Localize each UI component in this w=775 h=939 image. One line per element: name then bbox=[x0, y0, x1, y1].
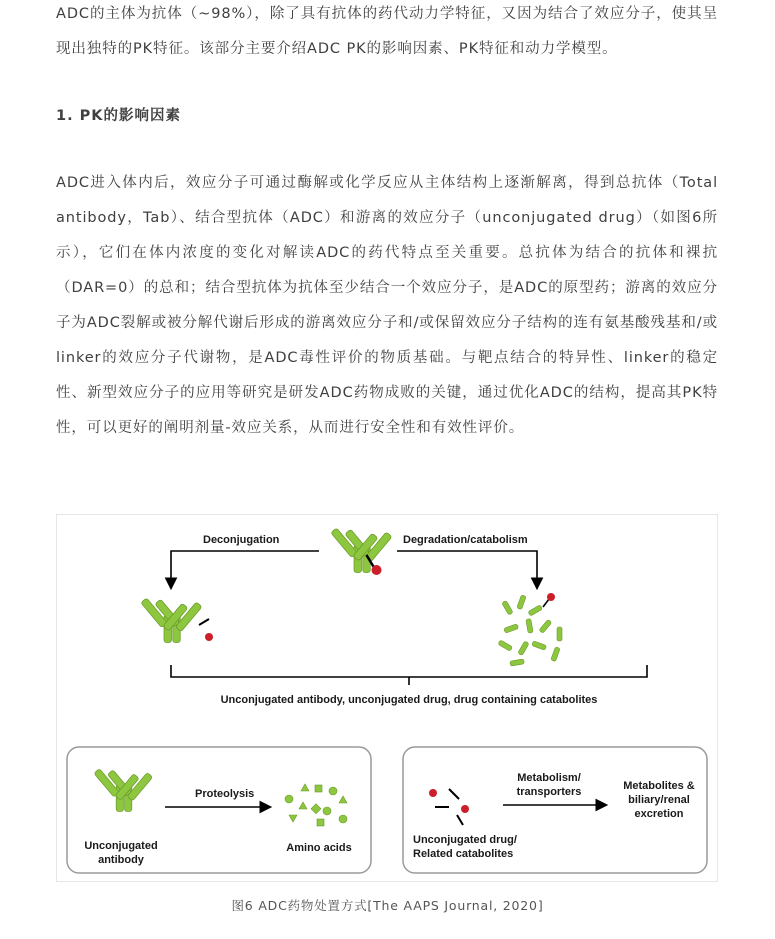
adc-disposition-figure bbox=[56, 514, 718, 882]
metabolites-label-line2: biliary/renal bbox=[628, 794, 690, 806]
metabolism-label-line2: transporters bbox=[516, 786, 582, 798]
linker-icon bbox=[199, 619, 209, 625]
left-source-label-line1: Unconjugated bbox=[84, 840, 158, 852]
body-paragraph: ADC进入体内后，效应分子可通过酶解或化学反应从主体结构上逐渐解离，得到总抗体（Total antibody，Tab）、结合型抗体（ADC）和游离的效应分子（unconjugated drug）（如图6所示），它们在体内浓度的变化对解读ADC的药代特点至关重要。总抗体为结合的抗体和裸抗（DAR=0）的总和；结合型抗体为抗体至少结合一个效应分子，是ADC的原型药；游离的效应分子为ADC裂解或被分解代谢后形成的游离效应分子和/或保留效应分子结构的连有氨基酸残基和/或linker的效应分子代谢物，是ADC毒性评价的物质基础。与靶点结合的特异性、linker的稳定性、新型效应分子的应用等研究是研发ADC药物成败的关键，通过优化ADC的结构，提高其PK特性，可以更好的阐明剂量-效应关系，从而进行安全性和有效性评价。 bbox=[56, 175, 718, 436]
unconjugated-antibody-icon bbox=[141, 598, 202, 643]
summary-label: Unconjugated antibody, unconjugated drug, drug containing catabolites bbox=[220, 694, 598, 706]
deconjugation-arrow bbox=[171, 551, 319, 587]
deconjugation-label: Deconjugation bbox=[203, 534, 280, 546]
degradation-arrow bbox=[397, 551, 537, 587]
free-drug-icon bbox=[205, 633, 213, 641]
intro-paragraph: ADC的主体为抗体（~98%），除了具有抗体的药代动力学特征，又因为结合了效应分子，使其呈现出独特的PK特征。该部分主要介绍ADC PK的影响因素、PK特征和动力学模型。 bbox=[56, 6, 718, 57]
metabolites-label-line3: excretion bbox=[634, 808, 684, 820]
adc-molecule-icon bbox=[331, 528, 392, 575]
right-source-label-line1: Unconjugated drug/ bbox=[413, 834, 517, 846]
amino-acids-label: Amino acids bbox=[286, 842, 352, 854]
right-source-label-line2: Related catabolites bbox=[413, 848, 514, 860]
metabolism-label-line1: Metabolism/ bbox=[517, 772, 581, 784]
figure-caption: 图6 ADC药物处置方式[The AAPS Journal, 2020] bbox=[231, 898, 544, 913]
summary-bracket bbox=[171, 665, 647, 677]
left-source-label-line2: antibody bbox=[98, 854, 144, 866]
section-heading: 1. PK的影响因素 bbox=[56, 108, 182, 124]
metabolites-label-line1: Metabolites & bbox=[623, 780, 695, 792]
figure-diagram bbox=[57, 515, 717, 881]
proteolysis-label: Proteolysis bbox=[195, 788, 255, 800]
catabolite-fragments-icon bbox=[498, 595, 562, 666]
degradation-label: Degradation/catabolism bbox=[403, 534, 528, 546]
